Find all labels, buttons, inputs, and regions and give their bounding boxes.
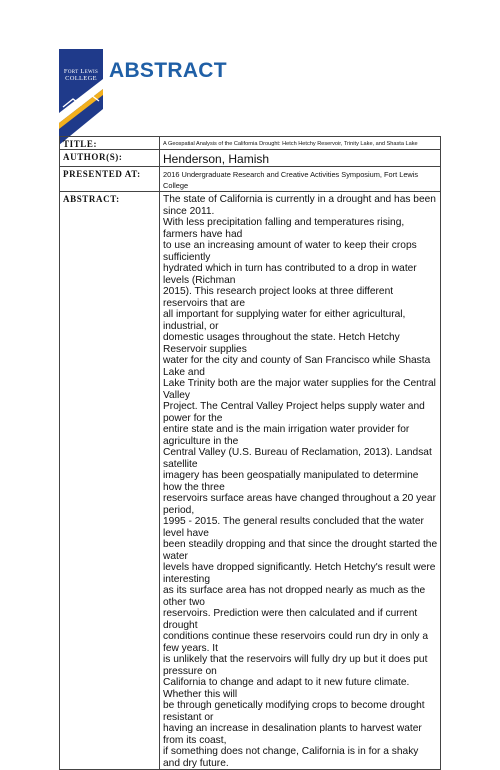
logo-text-line1: Fort Lewis bbox=[63, 68, 99, 75]
author-value: Henderson, Hamish bbox=[160, 150, 441, 167]
abstract-line: domestic usages throughout the state. Hetch Hetchy Reservoir supplies bbox=[163, 332, 400, 355]
abstract-line: to use an increasing amount of water to keep their crops sufficiently bbox=[163, 240, 417, 263]
title-value: A Geospatial Analysis of the California Drought: Hetch Hetchy Reservoir, Trinity Lake, and Shasta Lake bbox=[160, 137, 441, 150]
abstract-line: as its surface area has not dropped nearly as much as the other two bbox=[163, 585, 426, 608]
abstract-line: if something does not change, California is in for a shaky and dry future. bbox=[163, 746, 419, 769]
logo-mark-icon bbox=[59, 49, 103, 145]
abstract-line: Central Valley (U.S. Bureau of Reclamation, 2013). Landsat satellite bbox=[163, 447, 432, 470]
abstract-line: Project. The Central Valley Project helps supply water and power for the bbox=[163, 401, 425, 424]
abstract-line: having an increase in desalination plants to harvest water from its coast, bbox=[163, 723, 422, 746]
logo-text-line2: COLLEGE bbox=[65, 75, 97, 82]
abstract-line: all important for supplying water for either agricultural, industrial, or bbox=[163, 309, 406, 332]
abstract-line: California to change and adapt to it new future climate. Whether this will bbox=[163, 677, 410, 700]
presented-value: 2016 Undergraduate Research and Creative Activities Symposium, Fort Lewis College bbox=[160, 167, 441, 192]
abstract-line: imagery has been geospatially manipulated to determine how the three bbox=[163, 470, 419, 493]
abstract-info-table bbox=[59, 136, 441, 770]
abstract-line: been steadily dropping and that since the drought started the water bbox=[163, 539, 438, 562]
abstract-text bbox=[160, 192, 441, 770]
abstract-line: be through genetically modifying crops to become drought resistant or bbox=[163, 700, 425, 723]
abstract-line: entire state and is the main irrigation water provider for agriculture in the bbox=[163, 424, 410, 447]
presented-row bbox=[60, 167, 441, 192]
abstract-line: 2015). This research project looks at three different reservoirs that are bbox=[163, 286, 394, 309]
abstract-line: reservoirs surface areas have changed throughout a 20 year period, bbox=[163, 493, 436, 516]
abstract-line: With less precipitation falling and temperatures rising, farmers have had bbox=[163, 217, 405, 240]
abstract-line: The state of California is currently in a drought and has been since 2011. bbox=[163, 194, 436, 217]
abstract-line: is unlikely that the reservoirs will fully dry up but it does put pressure on bbox=[163, 654, 428, 677]
abstract-row bbox=[60, 192, 441, 770]
presented-label: PRESENTED AT: bbox=[60, 167, 160, 192]
title-row bbox=[60, 137, 441, 150]
abstract-label: ABSTRACT: bbox=[60, 192, 160, 770]
college-logo bbox=[59, 49, 103, 145]
author-row bbox=[60, 150, 441, 167]
abstract-line: conditions continue these reservoirs could run dry in only a few years. It bbox=[163, 631, 429, 654]
abstract-line: Lake Trinity both are the major water supplies for the Central Valley bbox=[163, 378, 436, 401]
abstract-line: reservoirs. Prediction were then calculated and if current drought bbox=[163, 608, 418, 631]
abstract-line: hydrated which in turn has contributed to a drop in water levels (Richman bbox=[163, 263, 417, 286]
page-heading: ABSTRACT bbox=[109, 59, 227, 82]
title-label: TITLE: bbox=[60, 137, 160, 150]
abstract-line: 1995 - 2015. The general results concluded that the water level have bbox=[163, 516, 424, 539]
abstract-line: water for the city and county of San Francisco while Shasta Lake and bbox=[163, 355, 431, 378]
author-label: AUTHOR(S): bbox=[60, 150, 160, 167]
abstract-line: levels have dropped significantly. Hetch Hetchy's result were interesting bbox=[163, 562, 436, 585]
